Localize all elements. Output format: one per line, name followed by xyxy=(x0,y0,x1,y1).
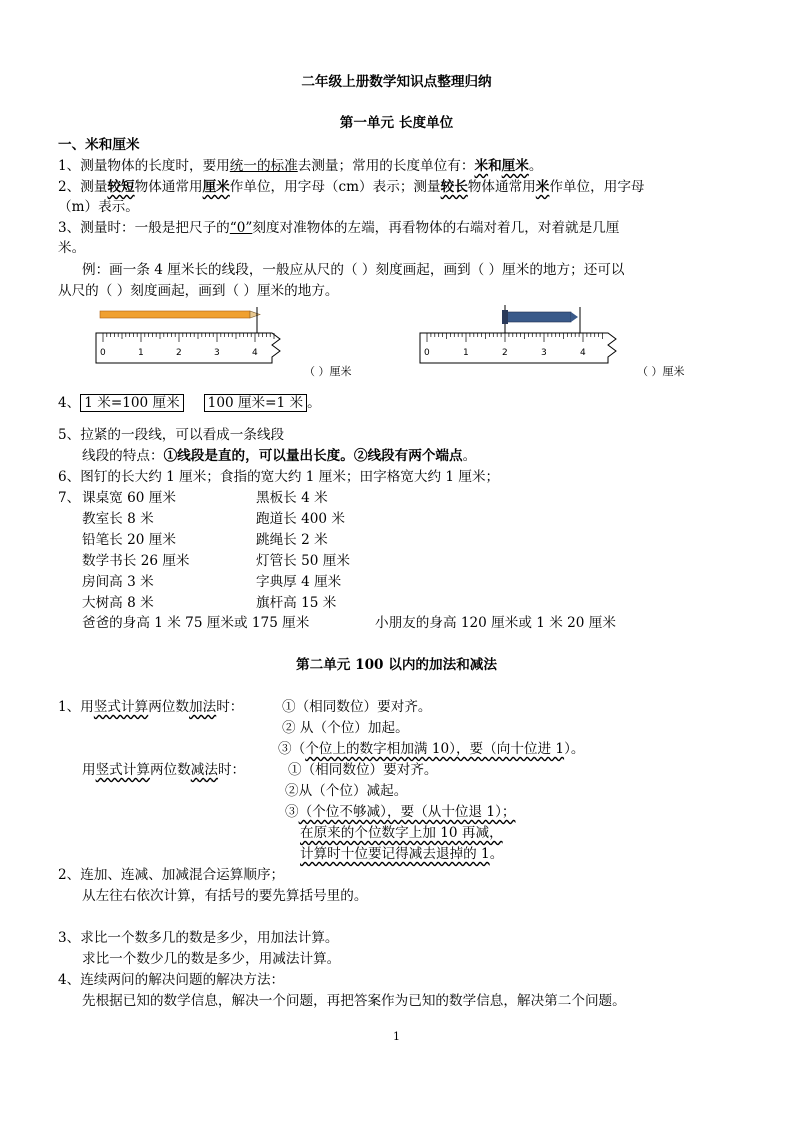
paragraph-3-cont: 米。 xyxy=(58,240,86,256)
nail-tip-icon xyxy=(571,312,578,322)
measure-row-4-right: 灯管长 50 厘米 xyxy=(256,553,350,569)
measure-row-1-right: 黑板长 4 米 xyxy=(256,490,328,506)
paragraph-2-cont: （m）表示。 xyxy=(58,199,139,215)
tick-label-2: 2 xyxy=(176,348,182,358)
pencil-tip-icon xyxy=(250,311,260,318)
ruler-2-answer: （ ）厘米 xyxy=(637,365,685,378)
measure-row-5-right: 字典厚 4 厘米 xyxy=(256,574,342,590)
tick-label-1: 1 xyxy=(138,348,144,358)
measure-last-left: 爸爸的身高 1 米 75 厘米或 175 厘米 xyxy=(82,615,310,631)
unit2-paragraph-2-cont: 从左往右依次计算，有括号的要先算括号里的。 xyxy=(82,888,368,904)
unit2-paragraph-4-cont: 先根据已知的数学信息，解决一个问题，再把答案作为已知的数学信息，解决第二个问题。 xyxy=(82,993,626,1009)
sub-step-3: ③（个位不够减），要（从十位退 1）； xyxy=(285,804,516,820)
page-title: 二年级上册数学知识点整理归纳 xyxy=(301,74,492,90)
sub-lead: 用竖式计算两位数减法时： xyxy=(82,762,246,778)
measure-row-4-left: 数学书长 26 厘米 xyxy=(82,553,190,569)
paragraph-2: 2、测量较短物体通常用厘米作单位，用字母（cm）表示；测量较长物体通常用米作单位，用字母 xyxy=(58,179,645,195)
ruler-figure-2 xyxy=(418,303,628,373)
measure-row-2-right: 跑道长 400 米 xyxy=(256,511,345,527)
sub-step-2: ②从（个位）减起。 xyxy=(285,783,408,799)
example-line-1: 例：画一条 4 厘米长的线段，一般应从尺的（ ）刻度画起，画到（ ）厘米的地方；还可以 xyxy=(82,262,625,278)
page-number: 1 xyxy=(393,1030,400,1043)
measure-row-3-left: 铅笔长 20 厘米 xyxy=(82,532,176,548)
tick-label-2: 2 xyxy=(502,348,508,358)
ruler-body xyxy=(420,333,616,363)
add-step-3: ③（个位上的数字相加满 10），要（向十位进 1）。 xyxy=(278,741,585,757)
measure-row-1-left: 课桌宽 60 厘米 xyxy=(82,490,176,506)
unit2-paragraph-3: 3、求比一个数多几的数是多少，用加法计算。 xyxy=(58,930,339,946)
measure-last-right: 小朋友的身高 120 厘米或 1 米 20 厘米 xyxy=(375,615,616,631)
tick-label-1: 1 xyxy=(463,348,469,358)
paragraph-5: 5、拉紧的一段线，可以看成一条线段 xyxy=(58,427,285,443)
pencil-icon xyxy=(100,311,250,318)
paragraph-6: 6、图钉的长大约 1 厘米；食指的宽大约 1 厘米；田字格宽大约 1 厘米； xyxy=(58,469,500,485)
paragraph-1: 1、测量物体的长度时，要用统一的标准去测量；常用的长度单位有：米和厘米。 xyxy=(58,158,543,174)
ruler-figure-1 xyxy=(90,303,290,373)
tick-label-0: 0 xyxy=(424,348,430,358)
paragraph-4: 4、 1 米=100 厘米 100 厘米=1 米 。 xyxy=(58,395,321,411)
add-step-2: ② 从（个位）加起。 xyxy=(282,720,409,736)
section-heading: 一、米和厘米 xyxy=(58,137,140,153)
unit2-heading: 第二单元 100 以内的加法和减法 xyxy=(296,657,497,673)
sub-step-1: ①（相同数位）要对齐。 xyxy=(288,762,438,778)
paragraph-7-label: 7、 xyxy=(58,490,81,506)
paragraph-5-cont: 线段的特点：①线段是直的，可以量出长度。②线段有两个端点。 xyxy=(82,448,477,464)
tick-label-3: 3 xyxy=(214,348,220,358)
unit2-paragraph-4: 4、连续两问的解决问题的解决方法： xyxy=(58,972,285,988)
measure-row-3-right: 跳绳长 2 米 xyxy=(256,532,328,548)
add-step-1: ①（相同数位）要对齐。 xyxy=(282,699,432,715)
measure-row-5-left: 房间高 3 米 xyxy=(82,574,154,590)
tick-label-0: 0 xyxy=(100,348,106,358)
measure-row-6-right: 旗杆高 15 米 xyxy=(256,595,337,611)
measure-row-6-left: 大树高 8 米 xyxy=(82,595,154,611)
measure-row-2-left: 教室长 8 米 xyxy=(82,511,154,527)
nail-head-icon xyxy=(502,310,508,324)
tick-label-4: 4 xyxy=(580,348,586,358)
unit1-heading: 第一单元 长度单位 xyxy=(339,115,454,131)
tick-label-3: 3 xyxy=(541,348,547,358)
ruler-1-answer: （ ）厘米 xyxy=(304,365,352,378)
add-lead: 1、用竖式计算两位数加法时： xyxy=(58,699,244,715)
unit2-paragraph-2: 2、连加、连减、加减混合运算顺序； xyxy=(58,867,285,883)
unit2-paragraph-3-cont: 求比一个数少几的数是多少，用减法计算。 xyxy=(82,951,341,967)
paragraph-3: 3、测量时：一般是把尺子的“0”刻度对准物体的左端，再看物体的右端对着几，对着就是几厘 xyxy=(58,220,620,236)
example-line-2: 从尺的（ ）刻度画起，画到（ ）厘米的地方。 xyxy=(58,283,339,299)
tick-label-4: 4 xyxy=(252,348,258,358)
sub-step-3-cont-2: 计算时十位要记得减去退掉的 1。 xyxy=(300,846,504,862)
nail-icon xyxy=(507,312,571,322)
sub-step-3-cont-1: 在原来的个位数字上加 10 再减， xyxy=(300,825,503,841)
